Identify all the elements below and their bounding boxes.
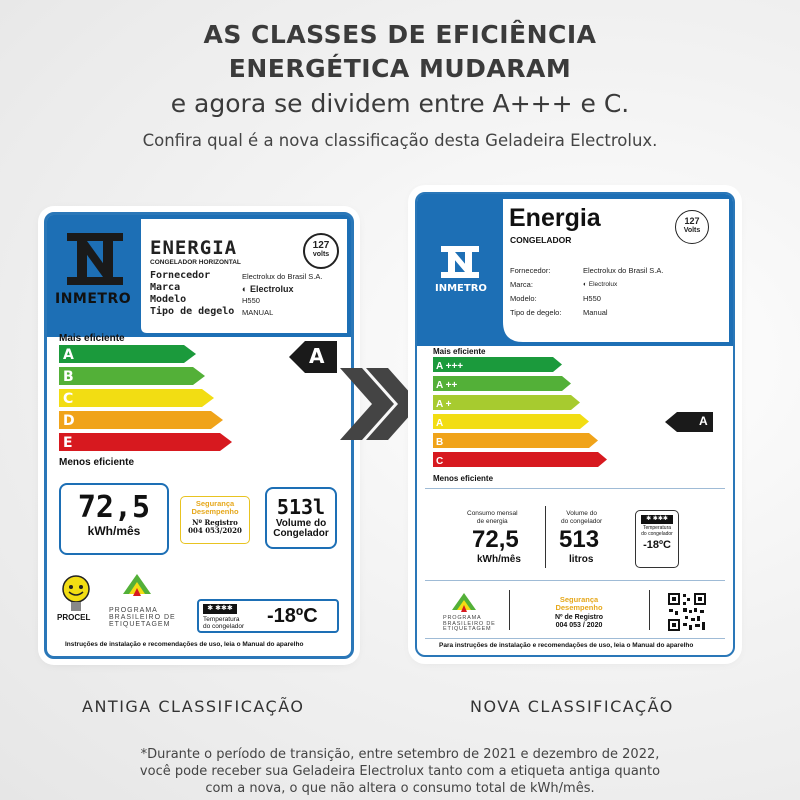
freezer-stars-icon: ✱ ✱✱✱ <box>203 604 237 614</box>
old-class-letters <box>63 344 75 454</box>
double-chevron-right-icon <box>336 364 420 444</box>
new-consumption-unit: kWh/mês <box>477 554 521 565</box>
new-divider-v2 <box>509 590 510 630</box>
old-field-label-fornecedor: Fornecedor <box>150 270 211 281</box>
old-field-label-modelo: Modelo <box>150 294 187 305</box>
old-voltage-unit: volts <box>312 251 330 258</box>
new-class-a2: A ++ <box>436 380 458 391</box>
new-voltage-unit: Volts <box>683 227 701 234</box>
old-consumption-unit: kWh/mês <box>87 524 141 538</box>
old-volume-value: 513l <box>276 495 326 519</box>
old-volume-box <box>265 487 337 549</box>
new-freezer-stars-icon: ✱ ✱✱✱ <box>641 515 673 524</box>
old-rating-value: A <box>309 344 325 368</box>
new-vol-label2: do congelador <box>561 518 603 525</box>
caption-new: NOVA CLASSIFICAÇÃO <box>470 697 674 716</box>
new-field-label-fornecedor: Fornecedor: <box>510 266 551 275</box>
new-temp-label2: do congelador <box>641 531 673 537</box>
old-less-efficient: Menos eficiente <box>59 457 135 468</box>
old-consumption-value: 72,5 <box>77 490 151 525</box>
new-registro-number: 004 053 / 2020 <box>555 622 603 629</box>
old-seguranca-text <box>181 500 249 516</box>
old-class-b: B <box>63 369 74 385</box>
new-registro <box>539 614 619 630</box>
new-brand-name: Electrolux <box>588 281 618 288</box>
new-divider-v1 <box>545 506 546 568</box>
old-temp-label1: Temperatura <box>203 616 240 623</box>
old-label-subtitle: CONGELADOR HORIZONTAL <box>150 259 241 266</box>
new-rating-value: A <box>699 414 708 428</box>
headline-subtitle: Confira qual é a nova classificação desta Geladeira Electrolux. <box>142 131 658 150</box>
qr-code-icon[interactable] <box>667 592 707 632</box>
new-field-value-modelo: H550 <box>583 294 601 303</box>
new-inmetro-logo-icon <box>441 246 479 278</box>
headline-line-3: e agora se dividem entre A+++ e C. <box>170 89 630 118</box>
old-programa-line2: BRASILEIRO DE <box>109 614 176 621</box>
old-field-values <box>242 271 322 319</box>
new-field-labels <box>510 264 561 320</box>
new-volume-value: 513 <box>559 526 600 553</box>
new-field-values <box>583 264 663 320</box>
old-consumption-box <box>59 483 169 555</box>
new-divider-v3 <box>649 590 650 630</box>
old-seguranca-line2: Desempenho <box>191 507 239 516</box>
new-footer-text: Para instruções de instalação e recomendações de uso, leia o Manual do aparelho <box>439 642 694 649</box>
old-field-value-fornecedor: Electrolux do Brasil S.A. <box>242 272 323 281</box>
old-temp-label2: do congelador <box>203 623 245 630</box>
caption-old: ANTIGA CLASSIFICAÇÃO <box>82 697 305 716</box>
procel-text: PROCEL <box>57 613 91 622</box>
new-voltage-value: 127 <box>684 216 700 226</box>
old-efficiency-scale <box>59 345 234 457</box>
new-field-value-degelo: Manual <box>583 308 608 317</box>
old-field-labels <box>150 270 234 318</box>
new-consumption-value: 72,5 <box>472 526 519 553</box>
new-programa-logo-icon <box>449 590 479 614</box>
new-field-label-modelo: Modelo: <box>510 294 537 303</box>
new-less-efficient: Menos eficiente <box>433 474 494 483</box>
new-seguranca-line1: Segurança <box>559 595 599 604</box>
old-field-label-marca: Marca <box>150 282 181 293</box>
old-class-c: C <box>63 391 74 407</box>
inmetro-logo-icon <box>67 233 123 285</box>
old-volume-label <box>267 519 335 539</box>
new-temperature-box <box>635 510 679 568</box>
new-field-value-marca <box>583 278 663 292</box>
new-temp-label1: Temperatura <box>642 525 672 531</box>
new-field-label-degelo: Tipo de degelo: <box>510 308 562 317</box>
old-volume-label2: Congelador <box>273 528 329 539</box>
old-seguranca-box <box>180 496 250 544</box>
old-energy-label <box>44 212 354 659</box>
new-field-label-marca: Marca: <box>510 280 533 289</box>
new-energy-label <box>415 192 735 657</box>
old-temp-label <box>203 616 244 630</box>
old-field-label-degelo: Tipo de degelo <box>150 306 235 317</box>
old-seguranca-line1: Segurança <box>195 499 235 508</box>
new-seguranca-line2: Desempenho <box>555 603 603 612</box>
footnote <box>0 746 800 797</box>
old-programa-line1: PROGRAMA <box>109 607 158 614</box>
old-class-e: E <box>63 435 73 451</box>
new-divider-1 <box>425 488 725 489</box>
old-temp-value: -18ºC <box>267 605 318 627</box>
footnote-line-1: *Durante o período de transição, entre setembro de 2021 e dezembro de 2022, <box>140 747 660 762</box>
new-programa-line1: PROGRAMA <box>443 615 482 621</box>
new-vol-label <box>561 510 602 526</box>
old-programa-text <box>109 607 176 628</box>
new-voltage-badge <box>675 210 709 244</box>
old-field-value-degelo: MANUAL <box>242 308 274 317</box>
old-class-d: D <box>63 413 75 429</box>
electrolux-logo-icon: ◐ <box>242 284 248 294</box>
new-programa-line3: ETIQUETAGEM <box>443 626 492 632</box>
headline-line-2: ENERGÉTICA MUDARAM <box>228 54 572 83</box>
old-class-a: A <box>63 347 74 363</box>
new-programa-text <box>443 616 496 633</box>
old-voltage-badge <box>303 233 339 269</box>
old-inmetro-wordmark: INMETRO <box>55 291 132 307</box>
new-label-title: Energia <box>509 204 601 232</box>
old-field-value-modelo: H550 <box>242 296 260 305</box>
old-temperature-box <box>197 599 339 633</box>
old-label-title: ENERGIA <box>150 237 238 259</box>
footnote-line-3: com a nova, o que não altera o consumo total de kWh/mês. <box>205 781 595 796</box>
new-class-a3: A +++ <box>436 361 464 372</box>
old-registro <box>181 519 249 535</box>
headline-line-1: AS CLASSES DE EFICIÊNCIA <box>203 20 597 49</box>
old-registro-label: Nº Registro <box>192 518 238 527</box>
new-consumo-label <box>467 510 518 526</box>
programa-logo-icon <box>119 570 155 600</box>
new-inmetro-wordmark: INMETRO <box>435 283 487 294</box>
new-consumo-label1: Consumo mensal <box>467 510 518 517</box>
new-class-letters <box>436 357 463 471</box>
old-voltage-value: 127 <box>312 240 330 251</box>
new-volume-unit: litros <box>569 554 594 565</box>
new-class-b: B <box>436 437 444 448</box>
new-label-subtitle: CONGELADOR <box>510 235 572 245</box>
new-class-a1: A + <box>436 399 452 410</box>
new-class-c: C <box>436 456 444 467</box>
new-divider-2 <box>425 580 725 581</box>
new-seguranca-text <box>539 596 619 612</box>
new-registro-label: Nº de Registro <box>554 614 604 621</box>
old-field-value-marca <box>242 283 322 295</box>
old-brand-name: Electrolux <box>249 284 294 294</box>
old-more-efficient: Mais eficiente <box>59 333 125 344</box>
new-temp-label <box>636 525 678 537</box>
new-divider-3 <box>425 638 725 639</box>
new-electrolux-logo-icon: ◐ <box>583 281 587 288</box>
new-vol-label1: Volume do <box>566 510 597 517</box>
new-temp-value: -18ºC <box>643 539 671 551</box>
old-footer-text: Instruções de instalação e recomendações de uso, leia o Manual do aparelho <box>65 641 304 648</box>
new-class-a: A <box>436 418 444 429</box>
footnote-line-2: você pode receber sua Geladeira Electrolux tanto com a etiqueta antiga quanto <box>139 764 661 779</box>
procel-logo-icon <box>61 575 91 615</box>
new-programa-line2: BRASILEIRO DE <box>443 620 496 627</box>
new-consumo-label2: de energia <box>476 518 508 525</box>
old-registro-number: 004 053/2020 <box>188 526 242 535</box>
new-field-value-fornecedor: Electrolux do Brasil S.A. <box>583 266 664 275</box>
old-volume-label1: Volume do <box>275 518 327 529</box>
new-more-efficient: Mais eficiente <box>433 347 486 356</box>
old-programa-line3: ETIQUETAGEM <box>109 621 171 628</box>
